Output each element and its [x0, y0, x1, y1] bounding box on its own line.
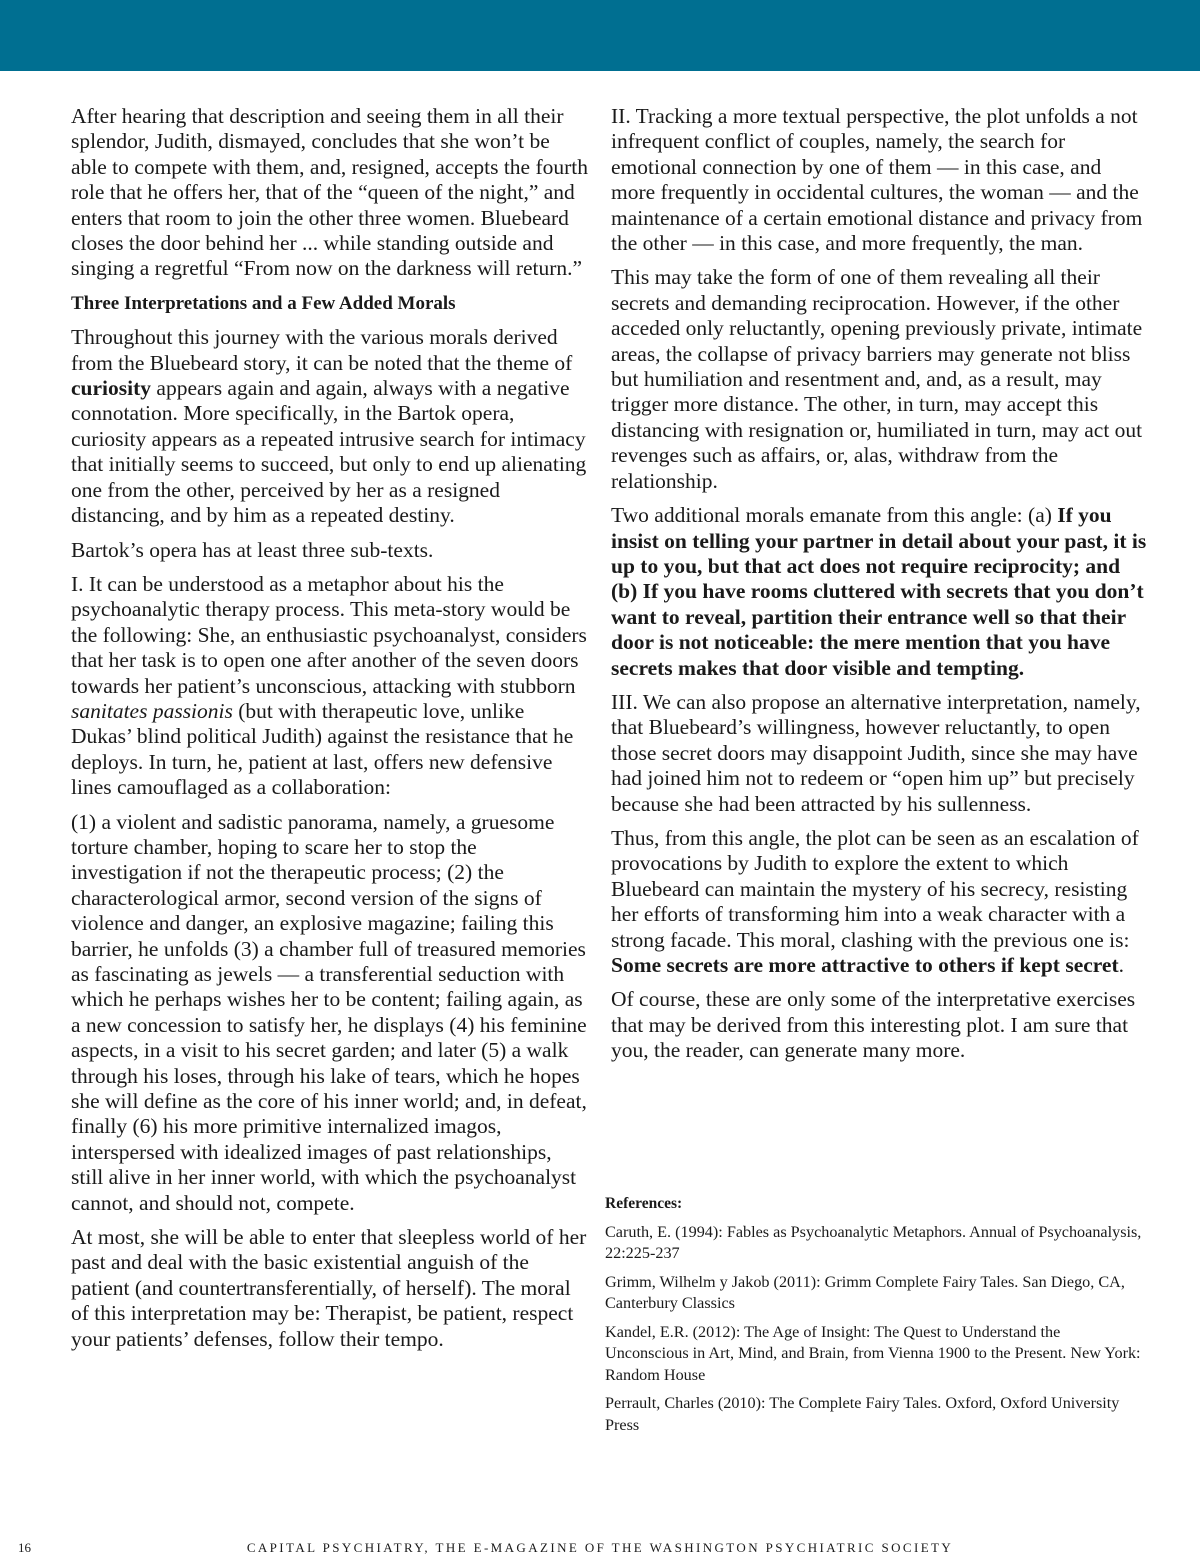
magazine-title: CAPITAL PSYCHIATRY, THE E-MAGAZINE OF THE WASHINGTON PSYCHIATRIC SOCIETY [246, 1540, 954, 1555]
left-column [71, 104, 589, 1361]
references-title: References: [605, 1195, 683, 1212]
text-run: appears again and again, always with a negative connotation. More specifically, in the Bartok opera, curiosity appears as a repeated intrusive search for intimacy that initially seems to succeed, but only to end up alienating one from the other, perceived by her as a resigned distancing, and by him as a repeated destiny. [71, 376, 587, 528]
paragraph [71, 325, 589, 528]
text-run: Thus, from this angle, the plot can be seen as an escalation of provocations by Judith to explore the extent to which Bluebeard can maintain the mystery of his secrecy, resisting her efforts of transforming him into a weak character with a strong facade. This moral, clashing with the previous one is: [611, 825, 1139, 952]
paragraph [71, 572, 589, 801]
reference-item: Grimm, Wilhelm y Jakob (2011): Grimm Complete Fairy Tales. San Diego, CA, Canterbury Classics [605, 1272, 1125, 1312]
bold-moral: Some secrets are more attractive to others if kept secret [611, 953, 1119, 977]
reference-item: Perrault, Charles (2010): The Complete Fairy Tales. Oxford, Oxford University Press [605, 1394, 1120, 1434]
page-number: 16 [18, 1540, 31, 1555]
reference-item: Kandel, E.R. (2012): The Age of Insight: The Quest to Understand the Unconscious in Art, Mind, and Brain, from Vienna 1900 to the Present. New York: Random House [605, 1322, 1141, 1384]
references [605, 1193, 1145, 1443]
text-run: (but with therapeutic love, unlike Dukas’ blind political Judith) against the resistance that he deploys. In turn, he, patient at last, offers new defensive lines camouflaged as a collaboration: [71, 698, 574, 800]
header-bar [0, 0, 1200, 71]
text-run: I. It can be understood as a metaphor about his the psychoanalytic therapy process. This meta-story would be the following: She, an enthusiastic psychoanalyst, considers that her task is to open one after another of the seven doors towards her patient’s unconscious, attacking with stubborn [71, 571, 587, 698]
paragraph: III. We can also propose an alternative interpretation, namely, that Bluebeard’s willingness, however reluctantly, to open those secret doors may disappoint Judith, since she may have had joined him not to redeem or “open him up” but precisely because she had been attracted by his sullenness. [611, 689, 1141, 816]
paragraph: At most, she will be able to enter that sleepless world of her past and deal with the basic existential anguish of the patient (and countertransferentially, of herself). The moral of this interpretation may be: Therapist, be patient, respect your patients’ defenses, follow their tempo. [71, 1225, 587, 1351]
reference-item: Caruth, E. (1994): Fables as Psychoanalytic Metaphors. Annual of Psychoanalysis, 22:225-237 [605, 1222, 1142, 1262]
paragraph [611, 503, 1147, 681]
section-heading: Three Interpretations and a Few Added Morals [71, 292, 456, 314]
paragraph: Of course, these are only some of the interpretative exercises that may be derived from this interesting plot. I am sure that you, the reader, can generate many more. [611, 987, 1136, 1063]
italic-term: sanitates passionis [71, 698, 233, 723]
paragraph: II. Tracking a more textual perspective, the plot unfolds a not infrequent conflict of couples, namely, the search for emotional connection by one of them — in this case, and more frequently in occidental cultures, the woman — and the maintenance of a certain emotional distance and privacy from the other — in this case, and more frequently, the man. [611, 104, 1143, 256]
paragraph: Bartok’s opera has at least three sub-texts. [71, 537, 434, 562]
paragraph [611, 826, 1147, 978]
paragraph: After hearing that description and seeing them in all their splendor, Judith, dismayed, concludes that she won’t be able to compete with them, and, resigned, accepts the fourth role that he offers her, that of the “queen of the night,” and enters that room to join the other three women. Bluebeard closes the door behind her ... while standing outside and singing a regretful “From now on the darkness will return.” [71, 104, 589, 281]
paragraph: (1) a violent and sadistic panorama, namely, a gruesome torture chamber, hoping to scare her to stop the investigation if not the therapeutic process; (2) the characterological armor, second version of the signs of violence and danger, an explosive magazine; failing this barrier, he unfolds (3) a chamber full of treasured memories as fascinating as jewels — a transferential seduction with which he perhaps wishes her to be content; failing again, as a new concession to satisfy her, he displays (4) his feminine aspects, in a visit to his secret garden; and later (5) a walk through his loses, through his lake of tears, which he hopes she will define as the core of his inner world; and, in defeat, finally (6) his more primitive internalized imagos, interspersed with idealized images of past relationships, still alive in her inner world, with which the psychoanalyst cannot, and should not, compete. [71, 809, 587, 1215]
right-column [611, 104, 1147, 1073]
bold-term: curiosity [71, 376, 152, 401]
text-run: Throughout this journey with the various morals derived from the Bluebeard story, it can be noted that the theme of [71, 325, 573, 375]
text-run: Two additional morals emanate from this angle: (a) [611, 503, 1058, 528]
paragraph: This may take the form of one of them revealing all their secrets and demanding reciprocation. However, if the other acceded only reluctantly, opening previously private, intimate areas, the collapse of privacy barriers may generate not bliss but humiliation and resentment and, and, as a result, may trigger more distance. The other, in turn, may accept this distancing with resignation or, humiliated in turn, may act out revenges such as affairs, or, alas, withdraw from the relationship. [611, 265, 1143, 493]
bold-morals: If you insist on telling your partner in detail about your past, it is up to you, but that act does not require reciprocity; and (b) If you have rooms cluttered with secrets that you don’t want to reveal, partition their entrance well so that their door is not noticeable: the mere mention that you have secrets makes that door visible and tempting. [611, 503, 1147, 680]
text-run: . [1118, 953, 1125, 977]
